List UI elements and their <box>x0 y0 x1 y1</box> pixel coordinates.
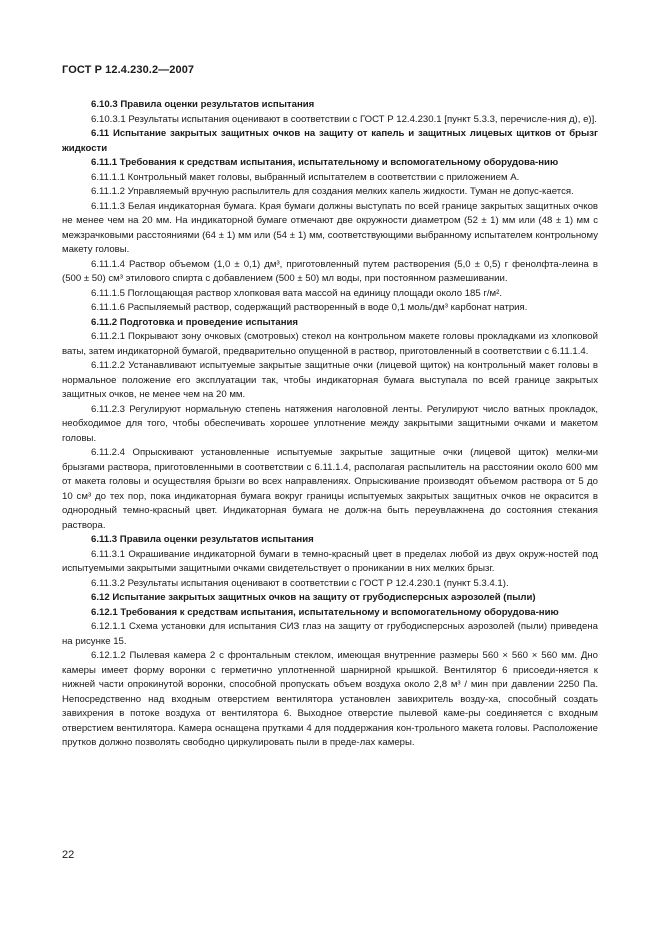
paragraph-6-11-1-3: 6.11.1.3 Белая индикаторная бумага. Края бумаги должны выступать по всей границе закрытых защитных очков не менее чем на 20 мм. На индикаторной бумаге отмечают две окружности диаметром (52 ± 1) мм или (48 ± 1) мм с межзрачковыми расстояниями (64 ± 1) мм или (54 ± 1) мм, соответствующими выбранному испытателем контрольному макету головы. <box>62 200 598 255</box>
paragraph-6-11-1-4: 6.11.1.4 Раствор объемом (1,0 ± 0,1) дм³, приготовленный путем растворения (5,0 ± 0,5) г фенолфта-леина в (500 ± 50) см³ этилового спирта с добавлением (500 ± 50) мл воды, при постоянном размешивании. <box>62 258 598 284</box>
paragraph-6-11-1-2: 6.11.1.2 Управляемый вручную распылитель для создания мелких капель жидкости. Туман не допус-кается. <box>91 186 574 197</box>
paragraph-6-11-3-1: 6.11.3.1 Окрашивание индикаторной бумаги в темно-красный цвет в пределах любой из двух окруж-ностей под испытуемыми закрытыми защитными очками свидетельствует о проникании в них мелких брызг. <box>62 548 598 574</box>
paragraph-6-12-1-1: 6.12.1.1 Схема установки для испытания СИЗ глаз на защиту от грубодисперсных аэрозолей (пыли) приведена на рисунке 15. <box>62 621 598 647</box>
paragraph-6-11-2-2: 6.11.2.2 Устанавливают испытуемые закрытые защитные очки (лицевой щиток) на контрольный макет головы в нормальное положение его эксплуатации так, чтобы индикаторная бумага выступала по всей границе закрытых защитных очков, не менее чем на 20 мм. <box>62 360 598 400</box>
paragraph-6-11-3-2: 6.11.3.2 Результаты испытания оценивают в соответствии с ГОСТ Р 12.4.230.1 (пункт 5.3.4.1). <box>91 577 509 589</box>
document-header: ГОСТ Р 12.4.230.2—2007 <box>62 64 195 76</box>
paragraph-6-11-2-4: 6.11.2.4 Опрыскивают установленные испытуемые закрытые защитные очки (лицевой щиток) мелки-ми брызгами раствора, приготовленными в соответствии с 6.11.1.4, располагая распылитель на расстоянии около 600 мм от макета головы и осуществляя брызги во всех направлениях. Опрыскивание производят объемом раствора от 5 до 10 см³ до тех пор, пока индикаторная бумага вокруг границы испытуемых закрытых защитных очков не окрасится в однородный темно-красный цвет. Индикаторная бумага не долж-на быть переувлажнена до состояния стекания раствора. <box>62 447 598 531</box>
heading-6-11-1: 6.11.1 Требования к средствам испытания, испытательному и вспомогательному оборудова-нию <box>91 157 559 168</box>
heading-6-11: 6.11 Испытание закрытых защитных очков на защиту от капель и защитных лицевых щитков от брызг жидкости <box>62 128 598 154</box>
paragraph-6-11-1-5: 6.11.1.5 Поглощающая раствор хлопковая вата массой на единицу площади около 185 г/м². <box>91 287 502 299</box>
paragraph-6-11-2-1: 6.11.2.1 Покрывают зону очковых (смотровых) стекол на контрольном макете головы прокладками из хлопковой ваты, затем индикаторной бумагой, предварительно опущенной в раствор, приготовленный в соответствии с 6.11.1.4. <box>62 331 598 357</box>
paragraph-6-12-1-2: 6.12.1.2 Пылевая камера 2 с фронтальным стеклом, имеющая внутренние размеры 560 × 560 × 560 мм. Дно камеры имеет форму воронки с герметично уплотненной шарнирной крышкой. Вентилятор 6 присоеди-няется к нижней части опрокинутой воронки, способной пропускать объем воздуха около 2,8 м³ / мин при давлении 2250 Па. Непосредственно над входным отверстием вентилятора установлен завихритель возду-ха, способный создать завихрения в потоке воздуха от вентилятора 6. Выходное отверстие пылевой каме-ры соединяется с входным отверстием вентилятора. Камера оснащена прутками 4 для поддержания кон-трольного макета головы. Расположение прутков должно позволять свободно циркулировать пыли в преде-лах камеры. <box>62 650 598 748</box>
paragraph-6-10-3-1: 6.10.3.1 Результаты испытания оценивают в соответствии с ГОСТ Р 12.4.230.1 [пункт 5.3.3, перечисле-ния д), е)]. <box>91 113 597 125</box>
page-number: 22 <box>62 849 75 861</box>
paragraph-6-11-1-6: 6.11.1.6 Распыляемый раствор, содержащий растворенный в воде 0,1 моль/дм³ карбонат натрия. <box>91 302 528 313</box>
paragraph-6-11-2-3: 6.11.2.3 Регулируют нормальную степень натяжения наголовной ленты. Регулируют число ватных прокладок, необходимое для того, чтобы обеспечивать хорошее уплотнение между закрытыми защитными очками и макетом головы. <box>62 403 598 444</box>
heading-6-12-1: 6.12.1 Требования к средствам испытания, испытательному и вспомогательному оборудова-нию <box>91 606 559 618</box>
document-body <box>62 98 598 751</box>
heading-6-10-3: 6.10.3 Правила оценки результатов испытания <box>91 99 315 110</box>
heading-6-11-3: 6.11.3 Правила оценки результатов испытания <box>91 534 314 545</box>
paragraph-6-11-1-1: 6.11.1.1 Контрольный макет головы, выбранный испытателем в соответствии с приложением А. <box>91 171 520 183</box>
heading-6-11-2: 6.11.2 Подготовка и проведение испытания <box>91 316 299 328</box>
heading-6-12: 6.12 Испытание закрытых защитных очков на защиту от грубодисперсных аэрозолей (пыли) <box>91 592 536 603</box>
